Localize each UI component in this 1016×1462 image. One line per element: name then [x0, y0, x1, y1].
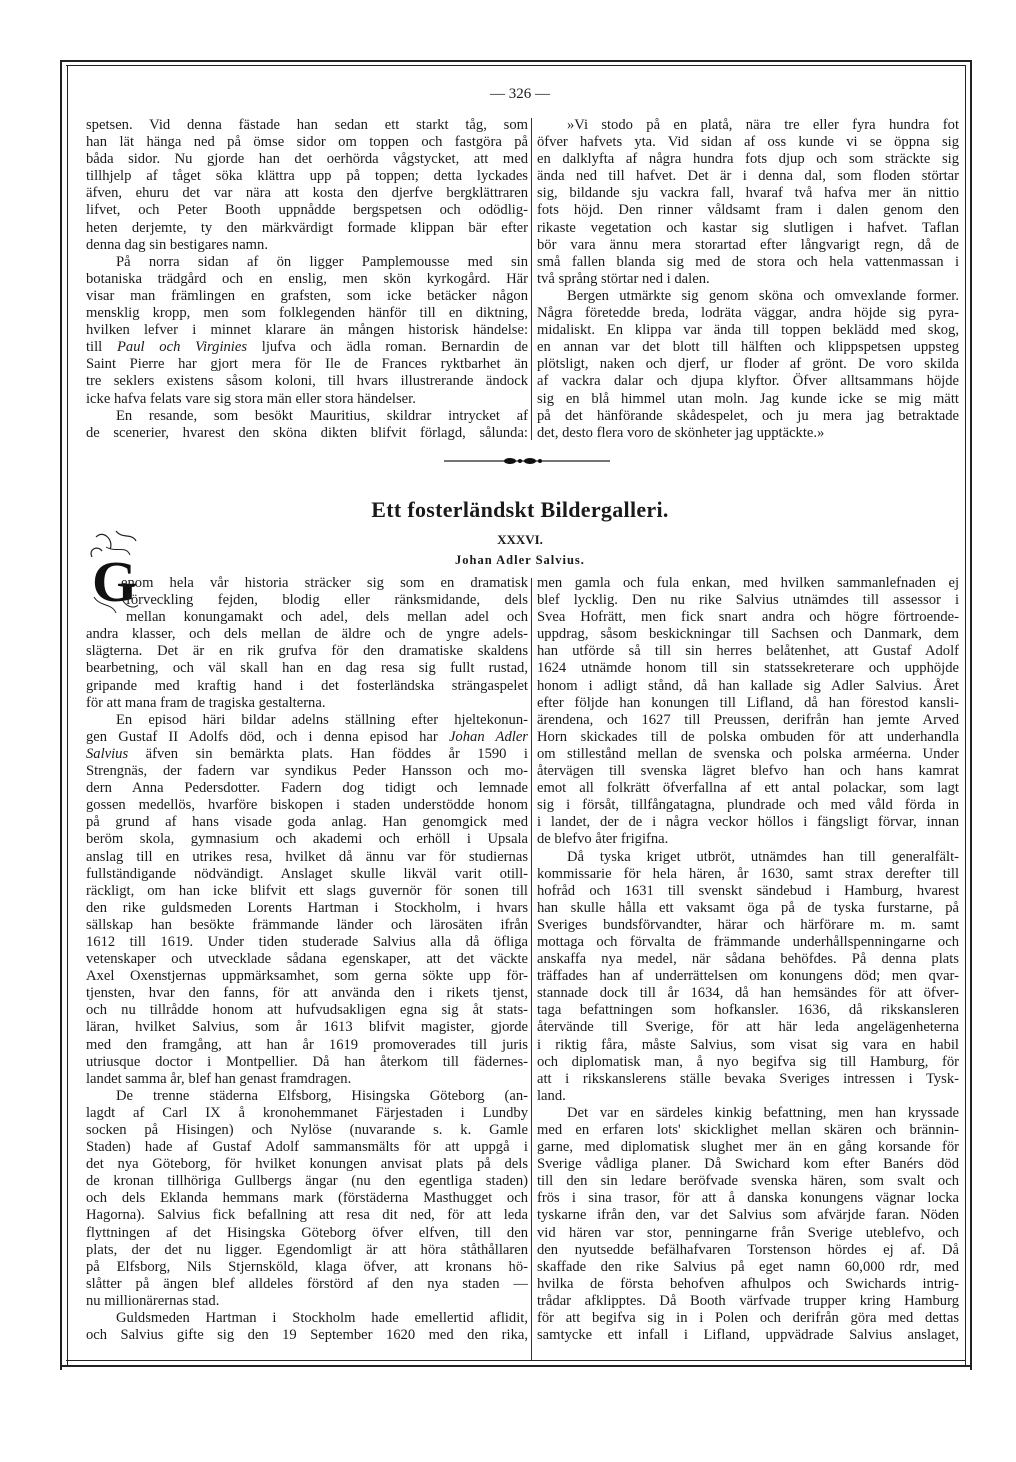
text-line: Några företedde breda, lodräta väggar, andra höjde sig pyra-	[537, 305, 959, 322]
paragraph	[86, 575, 528, 712]
text-line: på det hänförande skådespelet, och ju mera jag betraktade	[537, 407, 959, 424]
text-line: En episod häri bildar adelns ställning efter hjeltekonun-	[116, 711, 528, 728]
text-line: ärendena, och 1627 till Preussen, derifrån han jemte Arved	[537, 711, 959, 728]
text-line: dern Anna Pedersdotter. Fadern dog tidigt och lemnade	[86, 780, 528, 797]
text-line: andra klasser, och dels mellan de äldre och de yngre adels-	[86, 626, 528, 643]
text-line: »Vi stodo på en platå, nära tre eller fyra hundra fot	[567, 117, 959, 133]
text-line: anslag till en utrikes resa, hvilket då ännu var för studiernas	[86, 848, 528, 865]
text-line: tillhjelp af tåget söka klättra upp på toppen; detta lyckades	[86, 168, 528, 185]
text-line: återvägen till svenska lägret blefvo han och hans kamrat	[537, 763, 959, 780]
text-line: fots höjd. Den rinner våldsamt fram i dalen genom den	[537, 202, 959, 219]
text-line: trådar afklipptes. Då Booth värfvade trupper kring Hamburg	[537, 1292, 959, 1309]
text-line: de scenerier, hvarest den sköna dikten blifvit förlagd, sålunda:	[86, 424, 528, 441]
top-column-divider	[531, 118, 532, 440]
text-line: ända ned till hafvet. Det är i denna dal, som floden störtar	[537, 168, 959, 185]
italic-text: Paul och Virginies	[116, 339, 248, 356]
text-line: sällskap han besökte främmande länder och lärosäten ifrån	[86, 916, 528, 933]
text-line: två språng störtar ned i dalen.	[537, 270, 710, 287]
text-line: i riktig fåra, måste Salvius, som visat sig vara en habil	[537, 1036, 959, 1053]
article-title: Ett fosterländskt Bildergalleri.	[371, 497, 669, 522]
paragraph	[86, 254, 528, 408]
text-line: 1612 till 1619. Under tiden studerade Salvius alla då öfliga	[86, 933, 528, 950]
text-line: midaliskt. En klippa var ända till toppen beklädd med skog,	[537, 322, 959, 339]
text-line: och Salvius gifte sig den 19 September 1620 med den rika,	[86, 1327, 528, 1344]
text-line: anskaffa nya medel, när sådana behöfdes. På denna plats	[537, 951, 959, 968]
text-segment: ljufva och ädla roman. Bernardin de	[247, 339, 528, 356]
text-line: denna dag sin bestigares namn.	[86, 236, 268, 253]
paragraph	[86, 117, 528, 254]
text-line: vid hären var stor, penningarne från Sverige uteblefvo, och	[537, 1224, 959, 1241]
text-line: land.	[537, 1087, 566, 1104]
text-line: En resande, som besökt Mauritius, skildrar intrycket af	[116, 407, 528, 424]
text-line: om stillestånd mellan de svenska och polska arméerna. Under	[537, 745, 959, 762]
text-line	[86, 339, 528, 356]
text-line: nu millionärernas stad.	[86, 1292, 220, 1309]
article-left-column	[86, 575, 528, 1344]
text-line: Staden) hade af Gustaf Adolf sammansmälts för att uppgå i	[86, 1139, 528, 1156]
text-line: mottaga och förvalta de främmande underhållspenningarne och	[537, 933, 959, 950]
text-line: landet samma år, blef han genast framdragen.	[86, 1070, 352, 1087]
text-line: honom i adligt stånd, då han kallade sig Adler Salvius. Året	[537, 677, 959, 694]
text-line: bearbetning, och väl skall han en dag resa sig fullt rustad,	[86, 660, 528, 677]
frame-bottom-rule-inner	[66, 1360, 966, 1361]
text-line: slåtter på ängen blef alldeles förstörd af den nya staden —	[86, 1275, 528, 1292]
text-line: De trenne städerna Elfsborg, Hisingska Göteborg (an-	[116, 1087, 528, 1104]
text-line: sig, bildande sju vackra fall, hvaraf två hafva mer än nittio	[537, 185, 959, 202]
text-line: vetenskaper och utvecklade sådana egenskaper, att det väckte	[86, 951, 528, 968]
text-line: plats, der det nu ligger. Egendomligt är att höra ståthållaren	[86, 1241, 528, 1258]
text-line: sig i försåt, tillfångatagna, plundrade och med våld förda in	[537, 797, 959, 814]
text-line: återvände till Sverige, för att här leda angelägenheterna	[537, 1019, 959, 1036]
text-line: mensklig kropp, men som folklegenden hänför till en diktning,	[86, 305, 528, 322]
text-line: det nya Göteborg, för hvilket konungen anvisat plats på dels	[86, 1156, 528, 1173]
text-segment: äfven sin bemärkta plats. Han föddes år 1590 i	[128, 745, 528, 762]
text-line: stannade dock till år 1634, då han hemsändes för att öfver-	[537, 985, 959, 1002]
paragraph	[86, 1310, 528, 1344]
text-line: han utförde så till sin herres belåtenhet, att Gustaf Adolf	[537, 643, 959, 660]
text-line: utriusque doctor i Montpellier. Då han återkom till fädernes-	[86, 1053, 528, 1070]
text-line: hvilken lefver i minnet klarare än mången historisk händelse:	[86, 322, 528, 339]
paragraph	[537, 117, 959, 288]
text-line: han skulle hålla ett vaksamt öga på de tyska furstarne, på	[537, 899, 959, 916]
text-line: efter följde han konungen till Lifland, då han förestod kansli-	[537, 694, 959, 711]
text-line: Bergen utmärkte sig genom sköna och omvexlande former.	[567, 287, 959, 304]
text-line: på Elfsborg, Nils Stjernsköld, klaga öfver, att kronans hö-	[86, 1258, 528, 1275]
paragraph	[86, 1088, 528, 1310]
drop-cap-letter: G	[92, 549, 138, 614]
text-line: Då tyska kriget utbröt, utnämdes han till generalfält-	[567, 848, 959, 865]
text-line: för att begifva sig in i Polen och derifrån göra med dettas	[537, 1310, 959, 1327]
text-line: Svea Hofrätt, men fick snart andra och högre förtroende-	[537, 609, 959, 626]
text-line: plötsligt, naken och djerf, ur floder af grönt. De voro skilda	[537, 356, 959, 373]
text-line: icke hafva felats vare sig stora män eller stora händelser.	[86, 390, 416, 407]
text-line: Saint Pierre har gjort mera för Ile de Frances ryktbarhet än	[86, 356, 528, 373]
text-line: den nyutsedde befälhafvaren Torstenson hördes ej af. Då	[537, 1241, 959, 1258]
paragraph	[537, 288, 959, 442]
text-line: den rike guldsmeden Lorents Hartman i Stockholm, i hvars	[86, 899, 528, 916]
text-line: emot all folkrätt öfverfallna af ett antal polackar, som lagt	[537, 780, 959, 797]
text-line: Sverige vådliga planer. Då Swichard kom efter Banérs död	[537, 1156, 959, 1173]
article-column-divider	[531, 578, 532, 1360]
text-line: hofråd och 1631 till svenskt sändebud i Hamburg, hvarest	[537, 882, 959, 899]
text-line: och dels Eklanda hemmans mark (förstäderna Masthugget och	[86, 1190, 528, 1207]
text-line: Axel Oxenstjernas uppmärksamhet, som gerna sökte upp för-	[86, 968, 528, 985]
frame-left-rule	[60, 60, 62, 1370]
text-segment: till	[86, 339, 117, 356]
article-right-column	[537, 575, 959, 1344]
text-line: samtycke ett infall i Lifland, uppvädrade Salvius anslaget,	[537, 1327, 959, 1344]
text-line: öfver hafvets yta. Vid sidan af oss kunde vi se öppna sig	[537, 134, 959, 151]
text-line: lifvet, och Peter Booth uppnådde bergspetsen och odödlig-	[86, 202, 528, 219]
text-line: gripande med kraftig hand i det fosterländska strängaspelet	[86, 677, 528, 694]
text-line: med den framgång, att han år 1619 promoverades till juris	[86, 1036, 528, 1053]
text-line: Horn skickades till de polska ombuden för att underhandla	[537, 728, 959, 745]
text-line: spetsen. Vid denna fästade han sedan ett starkt tåg, som	[86, 117, 528, 133]
text-line: tre seklers existens såsom koloni, till hvars illustrerande ändock	[86, 373, 528, 390]
text-line: en dalklyfta af några hundra fots djup och som sträckte sig	[537, 151, 959, 168]
italic-text: Johan Adler	[448, 728, 528, 745]
text-line	[86, 729, 528, 746]
text-line: botaniska trädgård och en enslig, men skön kyrkogård. Här	[86, 270, 528, 287]
text-line: sig en blå himmel utan moln. Jag kunde icke se mig mätt	[537, 390, 959, 407]
text-line: frös i sina trasor, för att å danska konungens vägnar locka	[537, 1190, 959, 1207]
section-divider-ornament	[444, 455, 610, 467]
frame-left-rule-inner	[67, 65, 68, 1365]
text-segment: gen Gustaf II Adolfs död, och i denna episod har	[86, 728, 449, 745]
text-line: taga befattningen som hofkansler. 1636, då rikskansleren	[537, 1002, 959, 1019]
frame-right-rule-inner	[965, 65, 966, 1365]
paragraph	[537, 575, 959, 849]
italic-text: Salvius	[86, 745, 129, 762]
text-line: 1624 utnämde honom till sin statssekreterare och upphöjde	[537, 660, 959, 677]
text-line: Strengnäs, der fadern var syndikus Peder Hansson och mo-	[86, 763, 528, 780]
text-line: tyskarne ifrån den, var det Salvius som afvärjde faran. Nöden	[537, 1207, 959, 1224]
text-line: mellan konungamakt och adel, dels mellan adel och	[126, 609, 528, 626]
frame-right-rule	[970, 60, 972, 1370]
text-line: kommissarie för hela hären, år 1630, samt strax derefter till	[537, 865, 959, 882]
text-line: i landet, der de i några veckor höllos i fängsligt förvar, innan	[537, 814, 959, 831]
text-line: Guldsmeden Hartman i Stockholm hade emellertid aflidit,	[116, 1310, 528, 1327]
text-line	[86, 746, 528, 763]
top-left-column	[86, 117, 528, 442]
text-line: enom hela vår historia sträcker sig som en dramatisk	[121, 575, 528, 591]
text-line: visar man främlingen en grafsten, som icke betäcker någon	[86, 287, 528, 304]
paragraph	[86, 408, 528, 442]
article-number: XXXVI.	[497, 532, 543, 547]
frame-bottom-rule	[60, 1365, 972, 1367]
text-line: båda sidor. Nu gjorde han det oerhörda vågstycket, att med	[86, 151, 528, 168]
text-line: rikaste vegetation och kastar sig slutligen i hafvet. Taflan	[537, 219, 959, 236]
text-line: garne, med diplomatisk slughet mer än en gång korsande för	[537, 1139, 959, 1156]
paragraph	[86, 712, 528, 1088]
text-line: det, desto flera voro de skönheter jag upptäckte.»	[537, 424, 825, 441]
text-line: slägterna. Det är en rik grufva för den dramatiske skaldens	[86, 643, 528, 660]
frame-top-rule-inner	[66, 65, 966, 66]
article-subtitle: Johan Adler Salvius.	[455, 553, 585, 567]
text-line: tjensten, hvar den fanns, för att använda den i rikets tjenst,	[86, 985, 528, 1002]
text-line: träffades han af underrättelsen om konungens död; men qvar-	[537, 968, 959, 985]
text-line: förveckling fejden, blodig eller ränksmidande, dels	[126, 592, 528, 609]
paragraph	[537, 1105, 959, 1344]
text-line: han lät hänga ned på ömse sidor om toppen och fastgöra på	[86, 134, 528, 151]
text-line: Hagorna). Salvius fick befallning att resa dit ned, för att leda	[86, 1207, 528, 1224]
page-number: — 326 —	[490, 86, 550, 102]
text-line: flyttningen af det Hisingska Göteborg öfver elfven, till den	[86, 1224, 528, 1241]
text-line: fullständigande nödvändigt. Anslaget skulle likväl varit otill-	[86, 865, 528, 882]
text-line: men gamla och fula enkan, med hvilken sammanlefnaden ej	[537, 575, 959, 591]
frame-top-rule	[60, 60, 972, 62]
text-line: socken på Hisingen) och Nylöse (nuvarande s. k. Gamle	[86, 1122, 528, 1138]
top-right-column	[537, 117, 959, 442]
text-line: på grund af hans visade goda anlag. Han genomgick med	[86, 814, 528, 831]
text-line: På norra sidan af ön ligger Pamplemousse med sin	[116, 253, 528, 270]
text-line: en annan var det blott till hälften och klippspetsen uppsteg	[537, 339, 959, 356]
text-line: uppdrag, såsom beskickningar till Sachsen och Danmark, dem	[537, 626, 959, 643]
text-line: bör vara ännu mera storartad efter långvarigt regn, då de	[537, 236, 959, 253]
text-line: och diplomatisk man, å nyo begifva sig till Hamburg, för	[537, 1053, 959, 1070]
text-line: räckligt, om han icke blifvit ett slags guvernör för sonen till	[86, 882, 528, 899]
text-line: hvilka de första behofven afhulpos och Swichards intrig-	[537, 1275, 959, 1292]
text-line: med en erfaren lots' skicklighet mellan skären och brännin-	[537, 1122, 959, 1138]
text-line: de blefvo åter frigifna.	[537, 831, 669, 848]
text-line: blef lycklig. Den nu rike Salvius utnämdes till assessor i	[537, 592, 959, 609]
text-line: lagdt af Carl IX å kronohemmanet Färjestaden i Lundby	[86, 1104, 528, 1121]
text-line: de kronan tillhöriga Gullbergs ängar (nu den egentliga staden)	[86, 1173, 528, 1190]
paragraph	[537, 849, 959, 1105]
text-line: Det var en särdeles kinkig befattning, men han kryssade	[567, 1104, 959, 1121]
text-line: af vackra dalar och djupa klyftor. Öfver alltsammans höjde	[537, 373, 959, 390]
text-line: skaffade den rike Salvius på eget namn 60,000 rdr, med	[537, 1258, 959, 1275]
text-line: och nu tillrådde honom att hufvudsakligen egna sig åt stats-	[86, 1002, 528, 1019]
text-line: små fallen blanda sig med de stora och hela vattenmassan i	[537, 253, 959, 270]
text-line: att i rikskanslerens ställe bevaka Sveriges intressen i Tysk-	[537, 1070, 959, 1087]
text-line: Sveriges bundsförvandter, härar och härförare m. m. samt	[537, 916, 959, 933]
text-line: beröm skola, gymnasium och akademi och erhöll i Upsala	[86, 831, 528, 848]
text-line: läran, hvilket Salvius, som år 1613 blifvit magister, gjorde	[86, 1019, 528, 1036]
text-line: heten derjemte, ty den märkvärdigt formade klippan bär efter	[86, 219, 528, 236]
text-line: gossen medellös, hvarföre biskopen i staden understödde honom	[86, 797, 528, 814]
text-line: till den sin ledare beröfvade svenska hären, som svalt och	[537, 1173, 959, 1190]
text-line: äfven, ehuru det var nära att kosta den djerfve bergklättraren	[86, 185, 528, 202]
text-line: för att mana fram de tragiska gestalterna.	[86, 694, 326, 711]
